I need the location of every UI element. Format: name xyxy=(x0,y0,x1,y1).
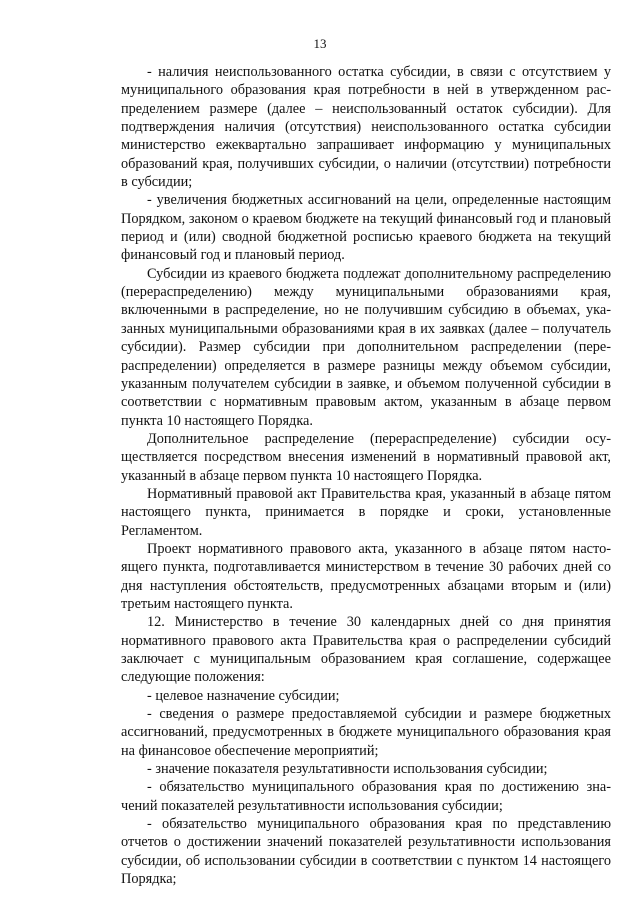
paragraph: Дополнительное распределение (перераспределение) субсидии осуществляется посредством внесения изменений в нормативный правовой акт, указанный в абзаце первом пункта 10 настоящего Порядка. xyxy=(121,430,611,484)
paragraph: - целевое назначение субсидии; xyxy=(147,687,340,704)
paragraph: - обязательство муниципального образования края по представлению отчетов о достижении значений показателей результативности использования субсидии, об использовании субсидии в соответствии с пунктом 14 настоящего Порядка; xyxy=(121,816,611,888)
document-body xyxy=(121,63,611,888)
paragraph: Проект нормативного правового акта, указанного в абзаце пятом настоящего пункта, подготавливается министерством в течение 30 рабочих дней со дня наступления обстоятельств, предусмотренных абзацами вторым и (или) третьим настоящего пункта. xyxy=(121,540,611,612)
page-number: 13 xyxy=(313,36,327,51)
paragraph: - обязательство муниципального образования края по достижению значений показателей результативности использования субсидии; xyxy=(121,779,611,814)
paragraph: - увеличения бюджетных ассигнований на цели, определенные настоящим Порядком, законом о краевом бюджете на текущий финансовый год и плановый период и (или) сводной бюджетной росписью краевого бюджета на текущий финансовый год и плановый период. xyxy=(121,192,611,264)
paragraph: - сведения о размере предоставляемой субсидии и размере бюджетных ассигнований, предусмотренных в бюджете муниципального образования края на финансовое обеспечение мероприятий; xyxy=(121,706,611,759)
paragraph: Нормативный правовой акт Правительства края, указанный в абзаце пятом настоящего пункта, принимается в порядке и сроки, установленные Регламентом. xyxy=(121,485,611,539)
paragraph: 12. Министерство в течение 30 календарных дней со дня принятия нормативного правового акта Правительства края о распределении субсидий заключает с муниципальным образованием края соглашение, содержащее следующие положения: xyxy=(121,614,611,686)
paragraph: - наличия неиспользованного остатка субсидии, в связи с отсутствием у муниципального образования края потребности в ней в утвержденном распределением размере (далее – неиспользованный остаток субсидии). Для подтверждения наличия (отсутствия) неиспользованного остатка субсидии министерство ежеквартально запрашивает информацию у муниципальных образований края, получивших субсидии, о наличии (отсутствии) потребности в субсидии; xyxy=(121,64,611,191)
paragraph: - значение показателя результативности использования субсидии; xyxy=(147,761,548,778)
paragraph: Субсидии из краевого бюджета подлежат дополнительному распределению (перераспределению) между муниципальными образованиями края, включенными в распределение, но не получившим субсидию в объемах, указанных муниципальными образованиями края в их заявках (далее – получатель субсидии). Размер субсидии при дополнительном распределении (перераспределении) определяется в размере разницы между объемом субсидии, указанным получателем субсидии в заявке, и объемом полученной субсидии в соответствии с нормативным правовым актом, указанным в абзаце первом пункта 10 настоящего Порядка. xyxy=(121,265,611,429)
